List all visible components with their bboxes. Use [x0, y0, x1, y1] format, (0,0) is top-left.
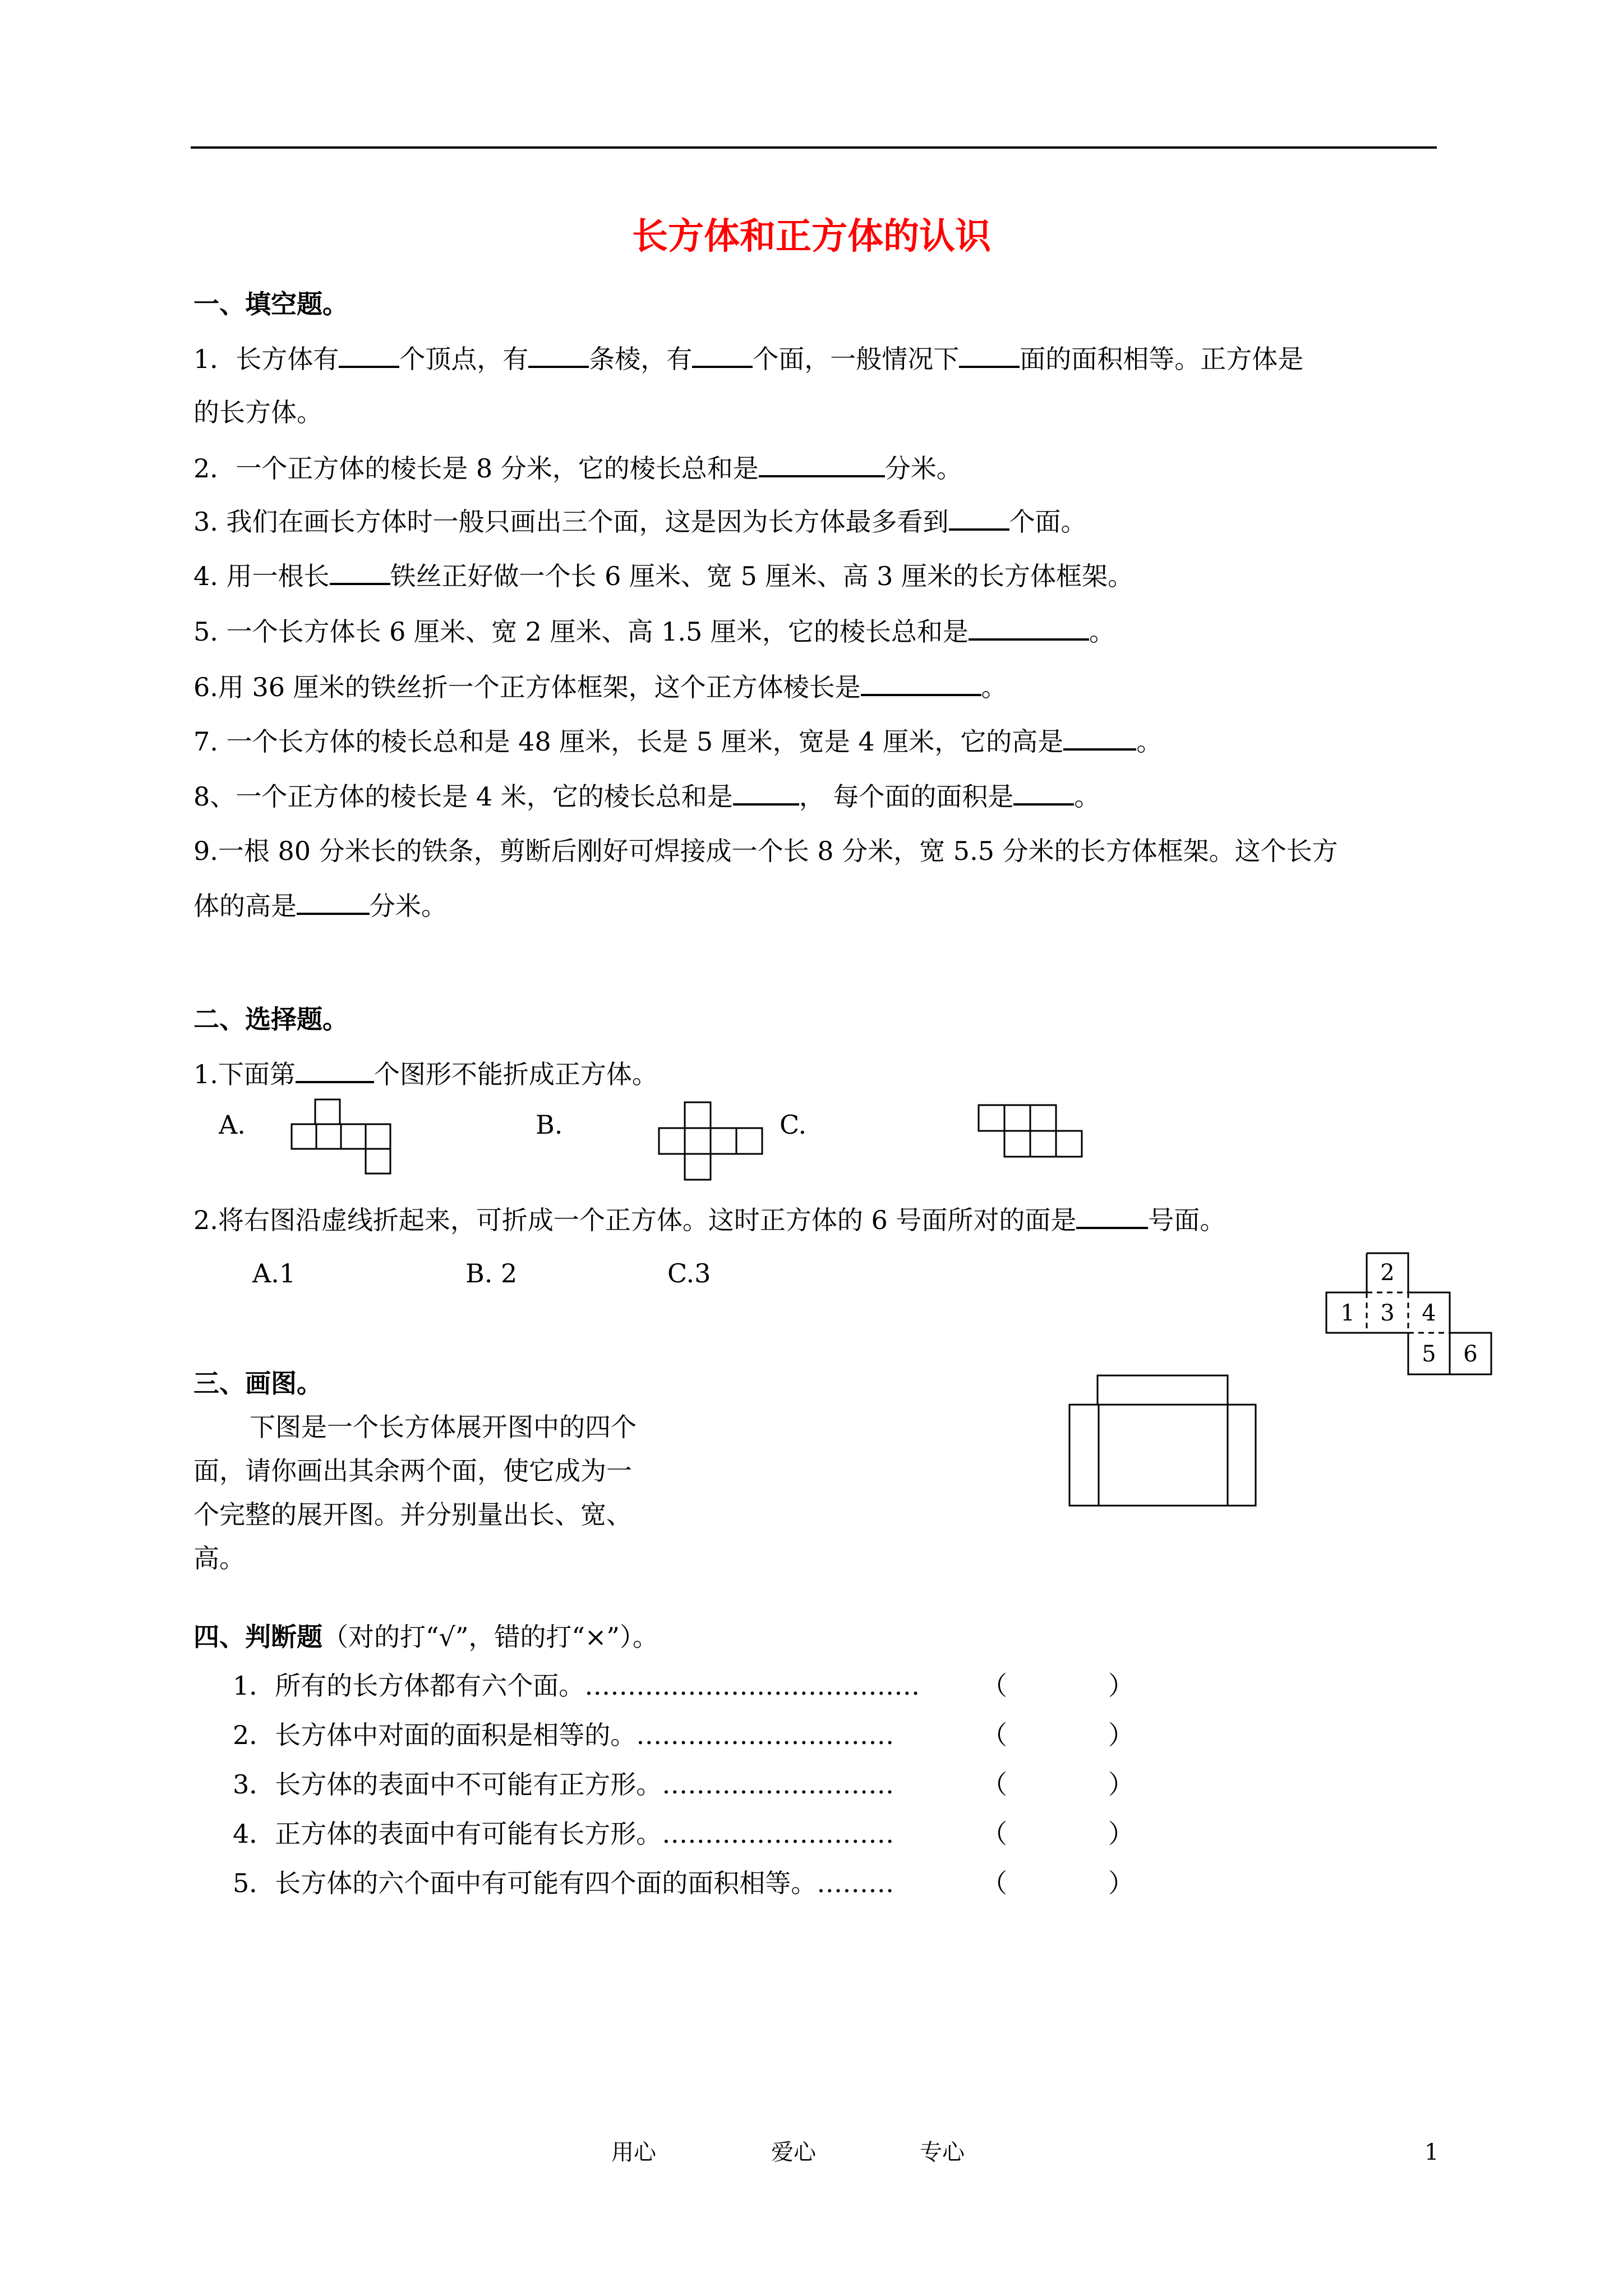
option-a-label: A. — [219, 1110, 246, 1140]
judgement-answer-1[interactable]: （ ） — [981, 1671, 1134, 1701]
cube-net-option-b — [659, 1102, 763, 1181]
net-label-5: 5 — [1422, 1341, 1436, 1367]
judgement-item-3: 3．长方体的表面中不可能有正方形。……………………… — [233, 1769, 895, 1800]
answer-option-a: A.1 — [252, 1258, 296, 1289]
numbered-cube-net — [1326, 1252, 1495, 1378]
footer-word-1: 用心 — [611, 2139, 656, 2165]
section1-heading: 一、填空题。 — [193, 289, 348, 319]
question-1-7: 7. 一个长方体的棱长总和是 48 厘米，长是 5 厘米，宽是 4 厘米，它的高是 。 — [193, 726, 1163, 757]
drawing-instruction-line-3: 个完整的展开图。并分别量出长、宽、 — [193, 1499, 632, 1530]
header-rule — [191, 146, 1437, 149]
net-label-3: 3 — [1380, 1300, 1395, 1326]
question-1-1-cont: 的长方体。 — [193, 397, 322, 427]
footer-word-3: 专心 — [920, 2139, 965, 2165]
judgement-answer-4[interactable]: （ ） — [981, 1819, 1134, 1849]
net-label-1: 1 — [1340, 1300, 1355, 1326]
footer-word-2: 爱心 — [771, 2139, 816, 2165]
answer-option-c: C.3 — [667, 1258, 711, 1289]
question-2-1: 1.下面第 个图形不能折成正方体。 — [193, 1059, 658, 1089]
judgement-answer-3[interactable]: （ ） — [981, 1769, 1134, 1800]
page-title: 长方体和正方体的认识 — [632, 215, 991, 257]
section2-heading: 二、选择题。 — [193, 1004, 348, 1034]
cube-net-option-c — [979, 1105, 1082, 1158]
answer-option-b: B. 2 — [465, 1258, 518, 1289]
question-1-8: 8、一个正方体的棱长是 4 米，它的棱长总和是 ， 每个面的面积是 。 — [193, 781, 1100, 812]
cuboid-partial-net — [1068, 1374, 1257, 1509]
judgement-item-2: 2．长方体中对面的面积是相等的。………………………… — [233, 1720, 895, 1750]
page-number: 1 — [1424, 2139, 1439, 2165]
net-label-4: 4 — [1422, 1300, 1436, 1326]
judgement-item-4: 4．正方体的表面中有可能有长方形。……………………… — [233, 1819, 895, 1849]
judgement-answer-5[interactable]: （ ） — [981, 1868, 1134, 1898]
question-1-1: 1．长方体有 个顶点，有 条棱，有 个面，一般情况下 面的面积相等。正方体是 — [193, 344, 1304, 374]
question-1-5: 5. 一个长方体长 6 厘米、宽 2 厘米、高 1.5 厘米，它的棱长总和是 。 — [193, 616, 1115, 647]
question-1-9: 9.一根 80 分米长的铁条，剪断后刚好可焊接成一个长 8 分米，宽 5.5 分米的长方体框架。这个长方 — [193, 836, 1338, 866]
judgement-item-1: 1．所有的长方体都有六个面。………………………………… — [233, 1671, 920, 1701]
drawing-instruction-line-1: 下图是一个长方体展开图中的四个 — [250, 1412, 637, 1442]
section3-heading: 三、画图。 — [193, 1368, 322, 1398]
drawing-instruction-line-4: 高。 — [193, 1543, 245, 1573]
drawing-instruction-line-2: 面，请你画出其余两个面，使它成为一 — [193, 1456, 632, 1486]
section4-heading: 四、判断题（对的打“√”，错的打“×”）。 — [193, 1622, 658, 1652]
cube-net-option-a — [292, 1099, 393, 1178]
net-label-2: 2 — [1380, 1260, 1395, 1286]
question-2-2: 2.将右图沿虚线折起来，可折成一个正方体。这时正方体的 6 号面所对的面是 号面。 — [193, 1205, 1226, 1235]
option-c-label: C. — [780, 1110, 807, 1140]
question-1-4: 4. 用一根长 铁丝正好做一个长 6 厘米、宽 5 厘米、高 3 厘米的长方体框架。 — [193, 561, 1134, 591]
question-1-3: 3. 我们在画长方体时一般只画出三个面，这是因为长方体最多看到 个面。 — [193, 507, 1087, 537]
net-label-6: 6 — [1463, 1341, 1478, 1367]
question-1-9-cont: 体的高是 分米。 — [193, 891, 447, 921]
judgement-answer-2[interactable]: （ ） — [981, 1720, 1134, 1750]
judgement-item-5: 5．长方体的六个面中有可能有四个面的面积相等。……… — [233, 1868, 895, 1898]
option-b-label: B. — [536, 1110, 563, 1140]
question-1-2: 2．一个正方体的棱长是 8 分米，它的棱长总和是 分米。 — [193, 453, 962, 484]
question-1-6: 6.用 36 厘米的铁丝折一个正方体框架，这个正方体棱长是 。 — [193, 672, 1007, 702]
